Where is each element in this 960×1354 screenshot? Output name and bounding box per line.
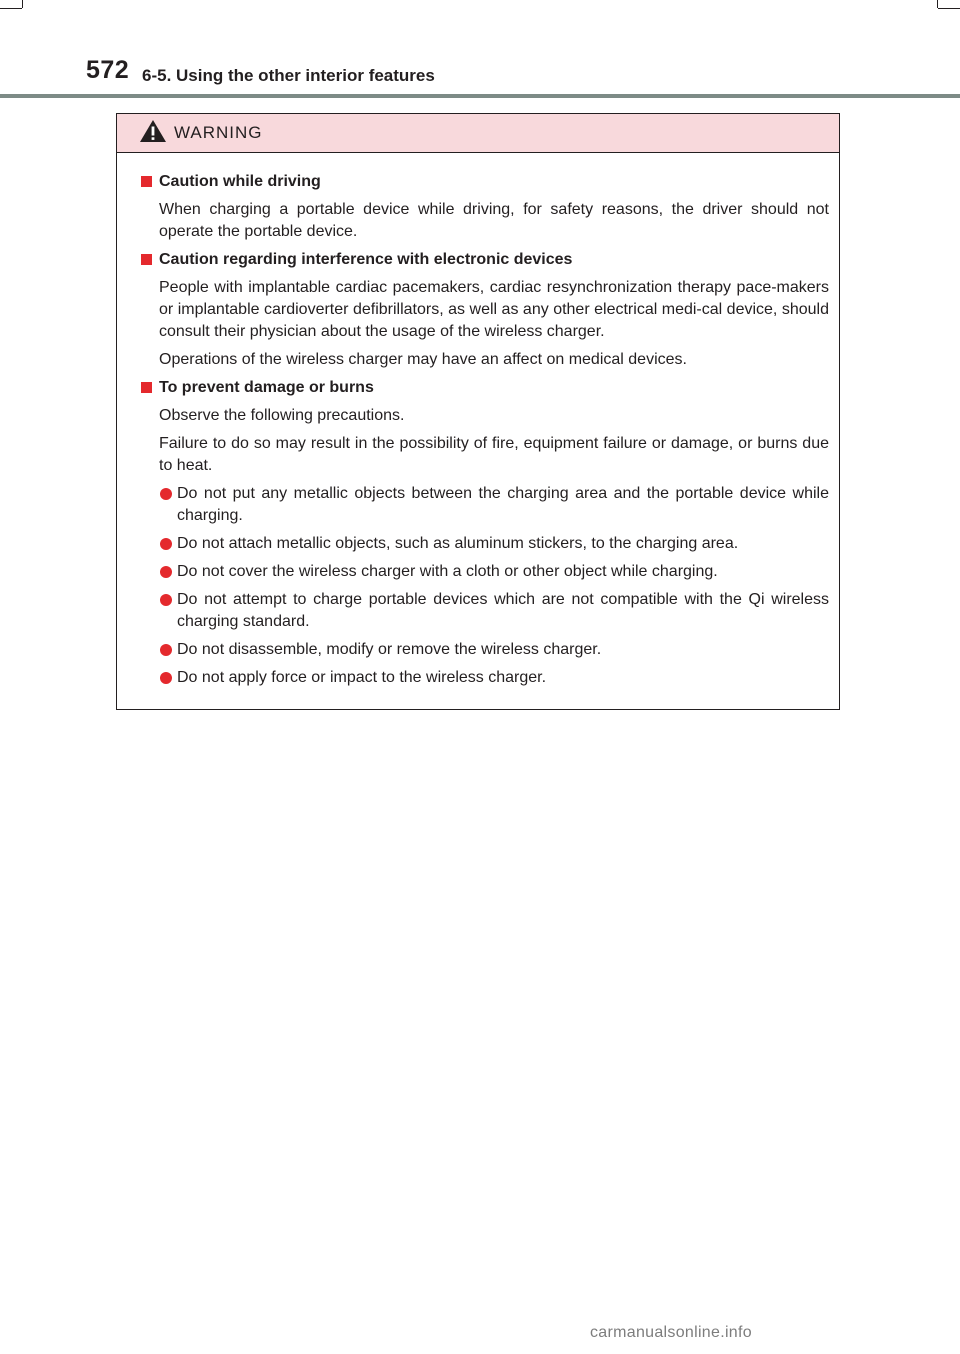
round-bullet-icon xyxy=(160,538,172,550)
paragraph: Operations of the wireless charger may have an affect on medical devices. xyxy=(159,351,687,368)
square-bullet-icon xyxy=(141,382,152,393)
paragraph: People with implantable cardiac pacemakers, cardiac resynchronization therapy pace-makers or implantable cardioverter defibrillators, as well as any other electrical medi-cal device, should consult their physician about the usage of the wireless charger. xyxy=(159,279,829,340)
page-number: 572 xyxy=(86,56,130,84)
warning-header xyxy=(117,114,839,153)
paragraph: When charging a portable device while driving, for safety reasons, the driver should not operate the portable device. xyxy=(159,201,829,240)
header-rule xyxy=(0,94,960,98)
section-heading: Caution regarding interference with electronic devices xyxy=(141,249,829,271)
list-item: Do not attach metallic objects, such as aluminum stickers, to the charging area. xyxy=(141,533,829,555)
round-bullet-icon xyxy=(160,644,172,656)
footer-watermark: carmanualsonline.info xyxy=(590,1324,752,1341)
square-bullet-icon xyxy=(141,254,152,265)
paragraph: Failure to do so may result in the possibility of fire, equipment failure or damage, or burns due to heat. xyxy=(159,435,829,474)
warning-content xyxy=(117,153,839,689)
list-item: Do not cover the wireless charger with a cloth or other object while charging. xyxy=(141,561,829,583)
round-bullet-icon xyxy=(160,594,172,606)
paragraph: Observe the following precautions. xyxy=(159,407,405,424)
round-bullet-icon xyxy=(160,566,172,578)
section-title: 6-5. Using the other interior features xyxy=(142,66,435,85)
round-bullet-icon xyxy=(160,488,172,500)
list-item: Do not put any metallic objects between the charging area and the portable device while charging. xyxy=(141,483,829,527)
crop-mark xyxy=(0,8,22,9)
square-bullet-icon xyxy=(141,176,152,187)
list-item: Do not attempt to charge portable devices which are not compatible with the Qi wireless charging standard. xyxy=(141,589,829,633)
list-item: Do not disassemble, modify or remove the wireless charger. xyxy=(141,639,829,661)
crop-mark xyxy=(22,0,23,8)
warning-title: WARNING xyxy=(174,123,263,142)
crop-mark xyxy=(937,0,938,8)
round-bullet-icon xyxy=(160,672,172,684)
section-heading: To prevent damage or burns xyxy=(141,377,829,399)
list-item: Do not apply force or impact to the wireless charger. xyxy=(141,667,829,689)
crop-mark xyxy=(938,8,960,9)
warning-triangle-icon xyxy=(139,119,167,143)
section-heading: Caution while driving xyxy=(141,171,829,193)
warning-box xyxy=(116,113,840,710)
